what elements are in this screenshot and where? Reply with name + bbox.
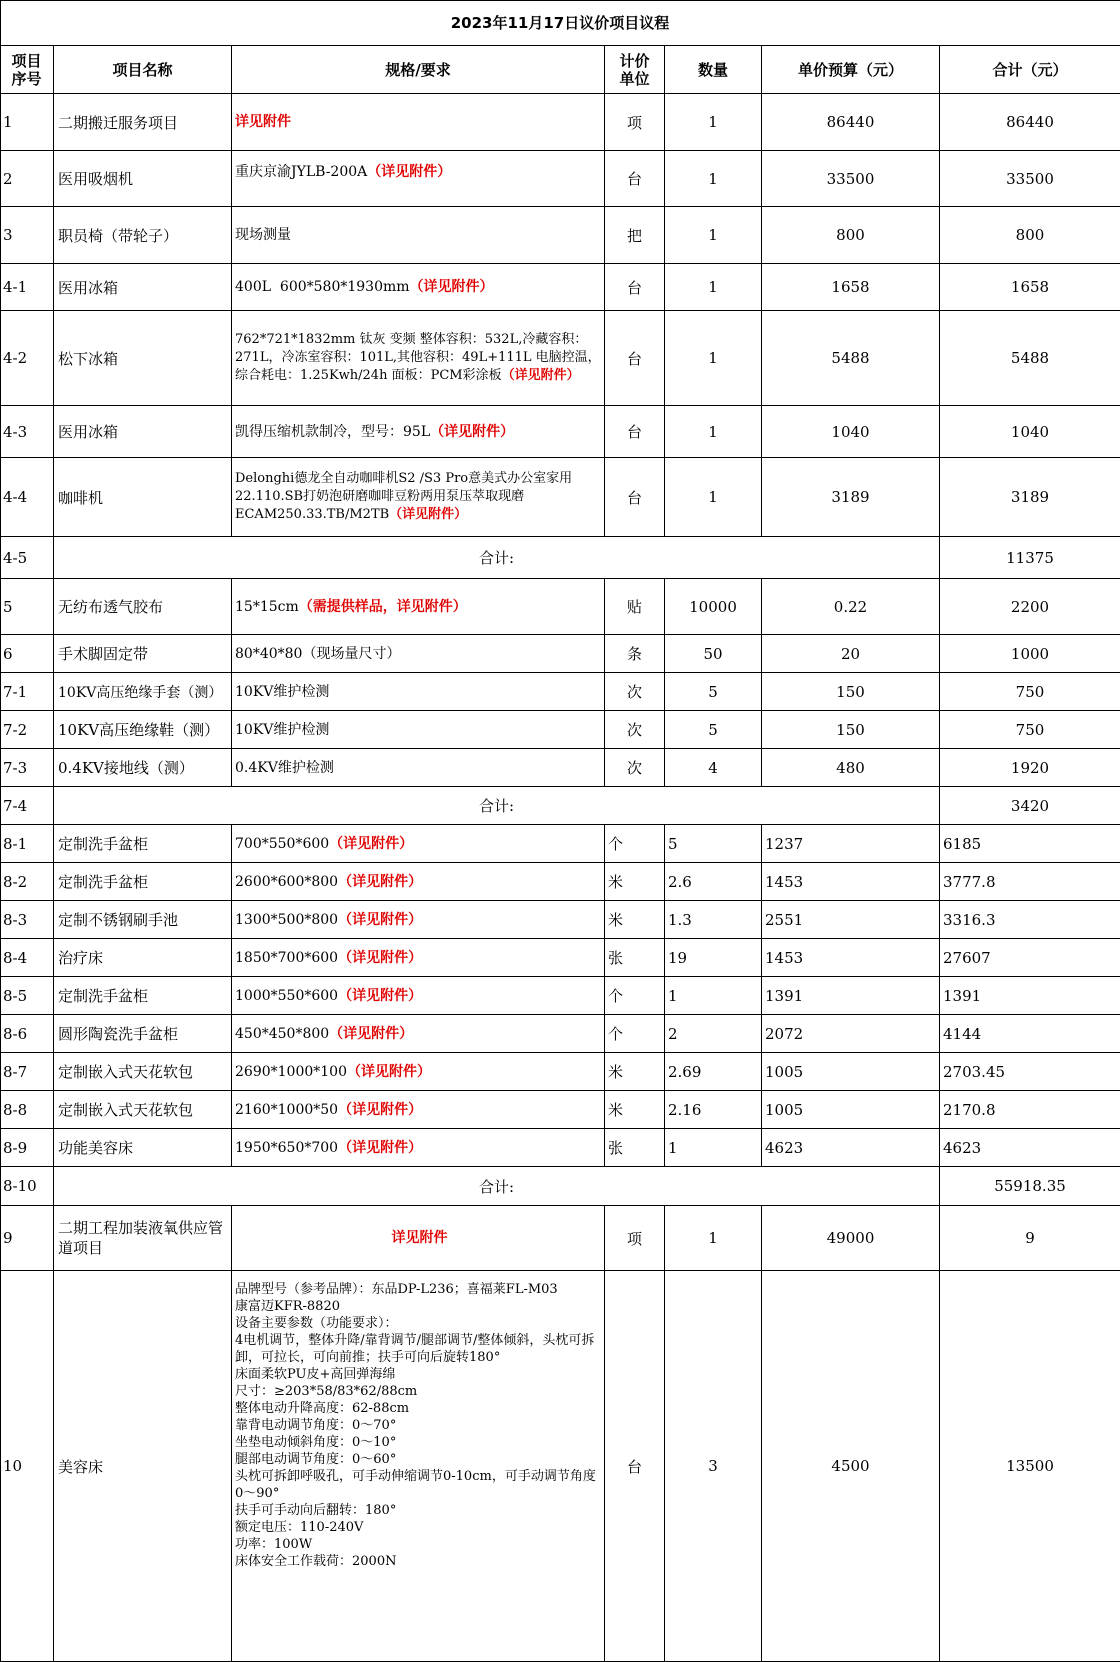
unit-cell: 台 [605,406,665,458]
name-cell: 定制不锈钢刷手池 [54,901,232,939]
price-cell: 480 [762,749,940,787]
page-title: 2023年11月17日议价项目议程 [0,0,1120,46]
subtotal-row [0,1167,1120,1206]
name-cell: 定制嵌入式天花软包 [54,1091,232,1129]
header-unit: 计价单位 [605,46,665,94]
subtotal-label: 合计: [54,537,940,579]
qty-cell: 5 [665,711,762,749]
seq-cell: 8-4 [0,939,54,977]
price-cell: 20 [762,635,940,673]
total-cell: 3189 [940,458,1120,537]
table-row [0,406,1120,458]
unit-cell: 台 [605,1271,665,1662]
seq-cell: 7-2 [0,711,54,749]
seq-cell: 7-1 [0,673,54,711]
qty-cell: 1 [665,264,762,311]
table-row [0,977,1120,1015]
spec-cell: 15*15cm （需提供样品，详见附件） [232,579,605,635]
unit-cell: 次 [605,749,665,787]
seq-cell: 6 [0,635,54,673]
unit-cell: 米 [605,863,665,901]
qty-cell: 19 [665,939,762,977]
price-cell: 150 [762,673,940,711]
table-row [0,825,1120,863]
attachment-note: （详见附件） [409,279,494,295]
price-cell: 3189 [762,458,940,537]
table-row [0,311,1120,406]
total-cell: 4144 [940,1015,1120,1053]
header-row [0,46,1120,94]
name-cell: 二期工程加装液氧供应管道项目 [54,1206,232,1271]
name-cell: 圆形陶瓷洗手盆柜 [54,1015,232,1053]
name-cell: 无纺布透气胶布 [54,579,232,635]
price-cell: 1453 [762,863,940,901]
name-cell: 美容床 [54,1271,232,1662]
price-cell: 800 [762,207,940,264]
spec-cell: 80*40*80（现场量尺寸） [232,635,605,673]
subtotal-label: 合计: [54,1167,940,1206]
seq-cell: 4-4 [0,458,54,537]
seq-cell: 4-3 [0,406,54,458]
price-cell: 4500 [762,1271,940,1662]
qty-cell: 10000 [665,579,762,635]
total-cell: 4623 [940,1129,1120,1167]
table-row [0,635,1120,673]
table-row [0,151,1120,207]
spec-cell: 2160*1000*50 （详见附件） [232,1091,605,1129]
total-cell: 86440 [940,94,1120,151]
name-cell: 松下冰箱 [54,311,232,406]
name-cell: 定制洗手盆柜 [54,863,232,901]
total-cell: 750 [940,673,1120,711]
total-cell: 1040 [940,406,1120,458]
qty-cell: 1 [665,311,762,406]
header-seq: 项目序号 [0,46,54,94]
spec-cell: 2600*600*800 （详见附件） [232,863,605,901]
table-row [0,901,1120,939]
price-cell: 49000 [762,1206,940,1271]
qty-cell: 3 [665,1271,762,1662]
attachment-note: （详见附件） [367,164,452,180]
total-cell: 750 [940,711,1120,749]
seq-cell: 10 [0,1271,54,1662]
qty-cell: 1 [665,977,762,1015]
attachment-note: 详见附件 [235,114,291,130]
attachment-note: （详见附件） [501,368,580,383]
price-cell: 1005 [762,1053,940,1091]
name-cell: 医用冰箱 [54,406,232,458]
price-cell: 2072 [762,1015,940,1053]
seq-cell: 8-9 [0,1129,54,1167]
seq-cell: 9 [0,1206,54,1271]
subtotal-row [0,787,1120,825]
total-cell: 5488 [940,311,1120,406]
spec-cell [232,94,605,151]
spec-cell: 1000*550*600 （详见附件） [232,977,605,1015]
seq-cell: 8-7 [0,1053,54,1091]
qty-cell: 1 [665,1206,762,1271]
total-cell: 1658 [940,264,1120,311]
table-top-border [0,0,1120,1]
seq-cell: 7-3 [0,749,54,787]
table-left-border [0,0,1,1662]
unit-cell: 贴 [605,579,665,635]
table-row [0,673,1120,711]
name-cell: 功能美容床 [54,1129,232,1167]
spec-cell: 2690*1000*100 （详见附件） [232,1053,605,1091]
spec-cell: 1300*500*800 （详见附件） [232,901,605,939]
qty-cell: 1 [665,458,762,537]
table-row [0,711,1120,749]
attachment-note: 详见附件 [391,1230,448,1246]
price-cell: 0.22 [762,579,940,635]
subtotal-row [0,537,1120,579]
qty-cell: 2.69 [665,1053,762,1091]
spec-cell: 1950*650*700 （详见附件） [232,1129,605,1167]
unit-cell: 项 [605,94,665,151]
spec-cell: 700*550*600 （详见附件） [232,825,605,863]
seq-cell: 8-1 [0,825,54,863]
subtotal-value: 11375 [940,537,1120,579]
unit-cell: 张 [605,1129,665,1167]
header-name: 项目名称 [54,46,232,94]
qty-cell: 50 [665,635,762,673]
attachment-note: （详见附件） [329,835,414,852]
spec-cell [232,1206,605,1271]
qty-cell: 1 [665,1129,762,1167]
price-cell: 1453 [762,939,940,977]
seq-cell: 4-2 [0,311,54,406]
price-cell: 33500 [762,151,940,207]
price-cell: 86440 [762,94,940,151]
spec-cell: 凯得压缩机款制冷，型号：95L （详见附件） [232,406,605,458]
attachment-note: （详见附件） [389,507,468,522]
unit-cell: 米 [605,1053,665,1091]
attachment-note: （详见附件） [346,1063,431,1080]
qty-cell: 2 [665,1015,762,1053]
name-cell: 治疗床 [54,939,232,977]
price-cell: 1040 [762,406,940,458]
table-row [0,94,1120,151]
total-cell: 800 [940,207,1120,264]
table-row [0,458,1120,537]
spec-cell: 重庆京渝JYLB-200A （详见附件） [232,151,605,207]
header-spec: 规格/要求 [232,46,605,94]
seq-cell: 8-10 [0,1167,54,1206]
table-row [0,749,1120,787]
unit-cell: 米 [605,1091,665,1129]
unit-cell: 个 [605,1015,665,1053]
qty-cell: 1 [665,207,762,264]
name-cell: 医用吸烟机 [54,151,232,207]
total-cell: 1920 [940,749,1120,787]
total-cell: 33500 [940,151,1120,207]
spec-cell: 品牌型号（参考品牌）：东品DP-L236；喜福莱FL-M03 康富迈KFR-8820 设备主要参数（功能要求）： 4电机调节，整体升降/靠背调节/腿部调节/整体倾斜，头枕可拆卸，可拉长，可向前推；扶手可向后旋转180° 床面柔软PU皮+高回弹海绵 尺寸：≥203*58/83*62/88cm 整体电动升降高度：62-88cm 靠背电动调节角度：0～70° 坐垫电动倾斜角度：0～10° 腿部电动调节角度：0～60° 头枕可拆卸呼吸孔，可手动伸缩调节0-10cm，可手动调节角度0～90° 扶手可手动向后翻转：180° 额定电压：110-240V 功率：100W 床体安全工作载荷：2000N [232,1271,605,1662]
attachment-note: （详见附件） [338,987,423,1004]
total-cell: 1391 [940,977,1120,1015]
name-cell: 医用冰箱 [54,264,232,311]
seq-cell: 8-2 [0,863,54,901]
qty-cell: 1 [665,151,762,207]
qty-cell: 2.16 [665,1091,762,1129]
header-qty: 数量 [665,46,762,94]
table-row [0,1053,1120,1091]
table-row [0,863,1120,901]
qty-cell: 5 [665,673,762,711]
seq-cell: 5 [0,579,54,635]
total-cell: 2703.45 [940,1053,1120,1091]
table-row [0,1015,1120,1053]
price-cell: 1005 [762,1091,940,1129]
unit-cell: 台 [605,458,665,537]
price-cell: 2551 [762,901,940,939]
name-cell: 定制洗手盆柜 [54,825,232,863]
unit-cell: 个 [605,977,665,1015]
table-row [0,1091,1120,1129]
unit-cell: 把 [605,207,665,264]
seq-cell: 4-5 [0,537,54,579]
total-cell: 2200 [940,579,1120,635]
attachment-note: （详见附件） [430,423,515,440]
spec-cell: 762*721*1832mm 钛灰 变频 整体容积：532L,冷藏容积：271L，冷冻室容积：101L,其他容积：49L+111L 电脑控温，综合耗电：1.25Kwh/24h 面板：PCM彩涂板（详见附件） [232,311,605,406]
unit-cell: 次 [605,711,665,749]
total-cell: 3777.8 [940,863,1120,901]
attachment-note: （详见附件） [338,873,423,890]
spec-cell: Delonghi德龙全自动咖啡机S2 /S3 Pro意美式办公室家用22.110.SB打奶泡研磨咖啡豆粉两用泵压萃取现磨ECAM250.33.TB/M2TB（详见附件） [232,458,605,537]
attachment-note: （详见附件） [338,949,423,966]
seq-cell: 4-1 [0,264,54,311]
price-cell: 150 [762,711,940,749]
seq-cell: 1 [0,94,54,151]
spec-cell: 1850*700*600 （详见附件） [232,939,605,977]
qty-cell: 1 [665,406,762,458]
total-cell: 3316.3 [940,901,1120,939]
name-cell: 0.4KV接地线（测） [54,749,232,787]
total-cell: 27607 [940,939,1120,977]
price-cell: 4623 [762,1129,940,1167]
attachment-note: （详见附件） [329,1025,414,1042]
subtotal-value: 3420 [940,787,1120,825]
attachment-note: （详见附件） [338,1101,423,1118]
spec-cell: 10KV维护检测 [232,711,605,749]
spec-cell: 450*450*800 （详见附件） [232,1015,605,1053]
subtotal-value: 55918.35 [940,1167,1120,1206]
seq-cell: 3 [0,207,54,264]
qty-cell: 2.6 [665,863,762,901]
seq-cell: 8-5 [0,977,54,1015]
unit-cell: 台 [605,151,665,207]
name-cell: 定制洗手盆柜 [54,977,232,1015]
table-row [0,207,1120,264]
name-cell: 定制嵌入式天花软包 [54,1053,232,1091]
header-total: 合计（元） [940,46,1120,94]
spec-cell: 现场测量 [232,207,605,264]
price-cell: 1237 [762,825,940,863]
name-cell: 手术脚固定带 [54,635,232,673]
seq-cell: 8-8 [0,1091,54,1129]
title-row [0,0,1120,46]
total-cell: 13500 [940,1271,1120,1662]
unit-cell: 个 [605,825,665,863]
total-cell: 2170.8 [940,1091,1120,1129]
unit-cell: 米 [605,901,665,939]
qty-cell: 5 [665,825,762,863]
subtotal-label: 合计: [54,787,940,825]
spec-cell: 0.4KV维护检测 [232,749,605,787]
table-row [0,1271,1120,1662]
unit-cell: 张 [605,939,665,977]
attachment-note: （详见附件） [338,911,423,928]
seq-cell: 8-3 [0,901,54,939]
total-cell: 6185 [940,825,1120,863]
seq-cell: 8-6 [0,1015,54,1053]
unit-cell: 台 [605,264,665,311]
unit-cell: 次 [605,673,665,711]
attachment-note: （需提供样品，详见附件） [298,598,467,615]
header-price: 单价预算（元） [762,46,940,94]
table-row [0,264,1120,311]
name-cell: 10KV高压绝缘手套（测） [54,673,232,711]
name-cell: 二期搬迁服务项目 [54,94,232,151]
qty-cell: 1 [665,94,762,151]
total-cell: 9 [940,1206,1120,1271]
price-cell: 1658 [762,264,940,311]
name-cell: 10KV高压绝缘鞋（测） [54,711,232,749]
total-cell: 1000 [940,635,1120,673]
qty-cell: 1.3 [665,901,762,939]
unit-cell: 项 [605,1206,665,1271]
seq-cell: 7-4 [0,787,54,825]
unit-cell: 台 [605,311,665,406]
name-cell: 咖啡机 [54,458,232,537]
table-row [0,1129,1120,1167]
spec-cell: 400L 600*580*1930mm （详见附件） [232,264,605,311]
table-row [0,579,1120,635]
table-row [0,939,1120,977]
name-cell: 职员椅（带轮子） [54,207,232,264]
table-row [0,1206,1120,1271]
price-cell: 5488 [762,311,940,406]
attachment-note: （详见附件） [338,1139,423,1156]
spec-cell: 10KV维护检测 [232,673,605,711]
price-cell: 1391 [762,977,940,1015]
qty-cell: 4 [665,749,762,787]
seq-cell: 2 [0,151,54,207]
unit-cell: 条 [605,635,665,673]
